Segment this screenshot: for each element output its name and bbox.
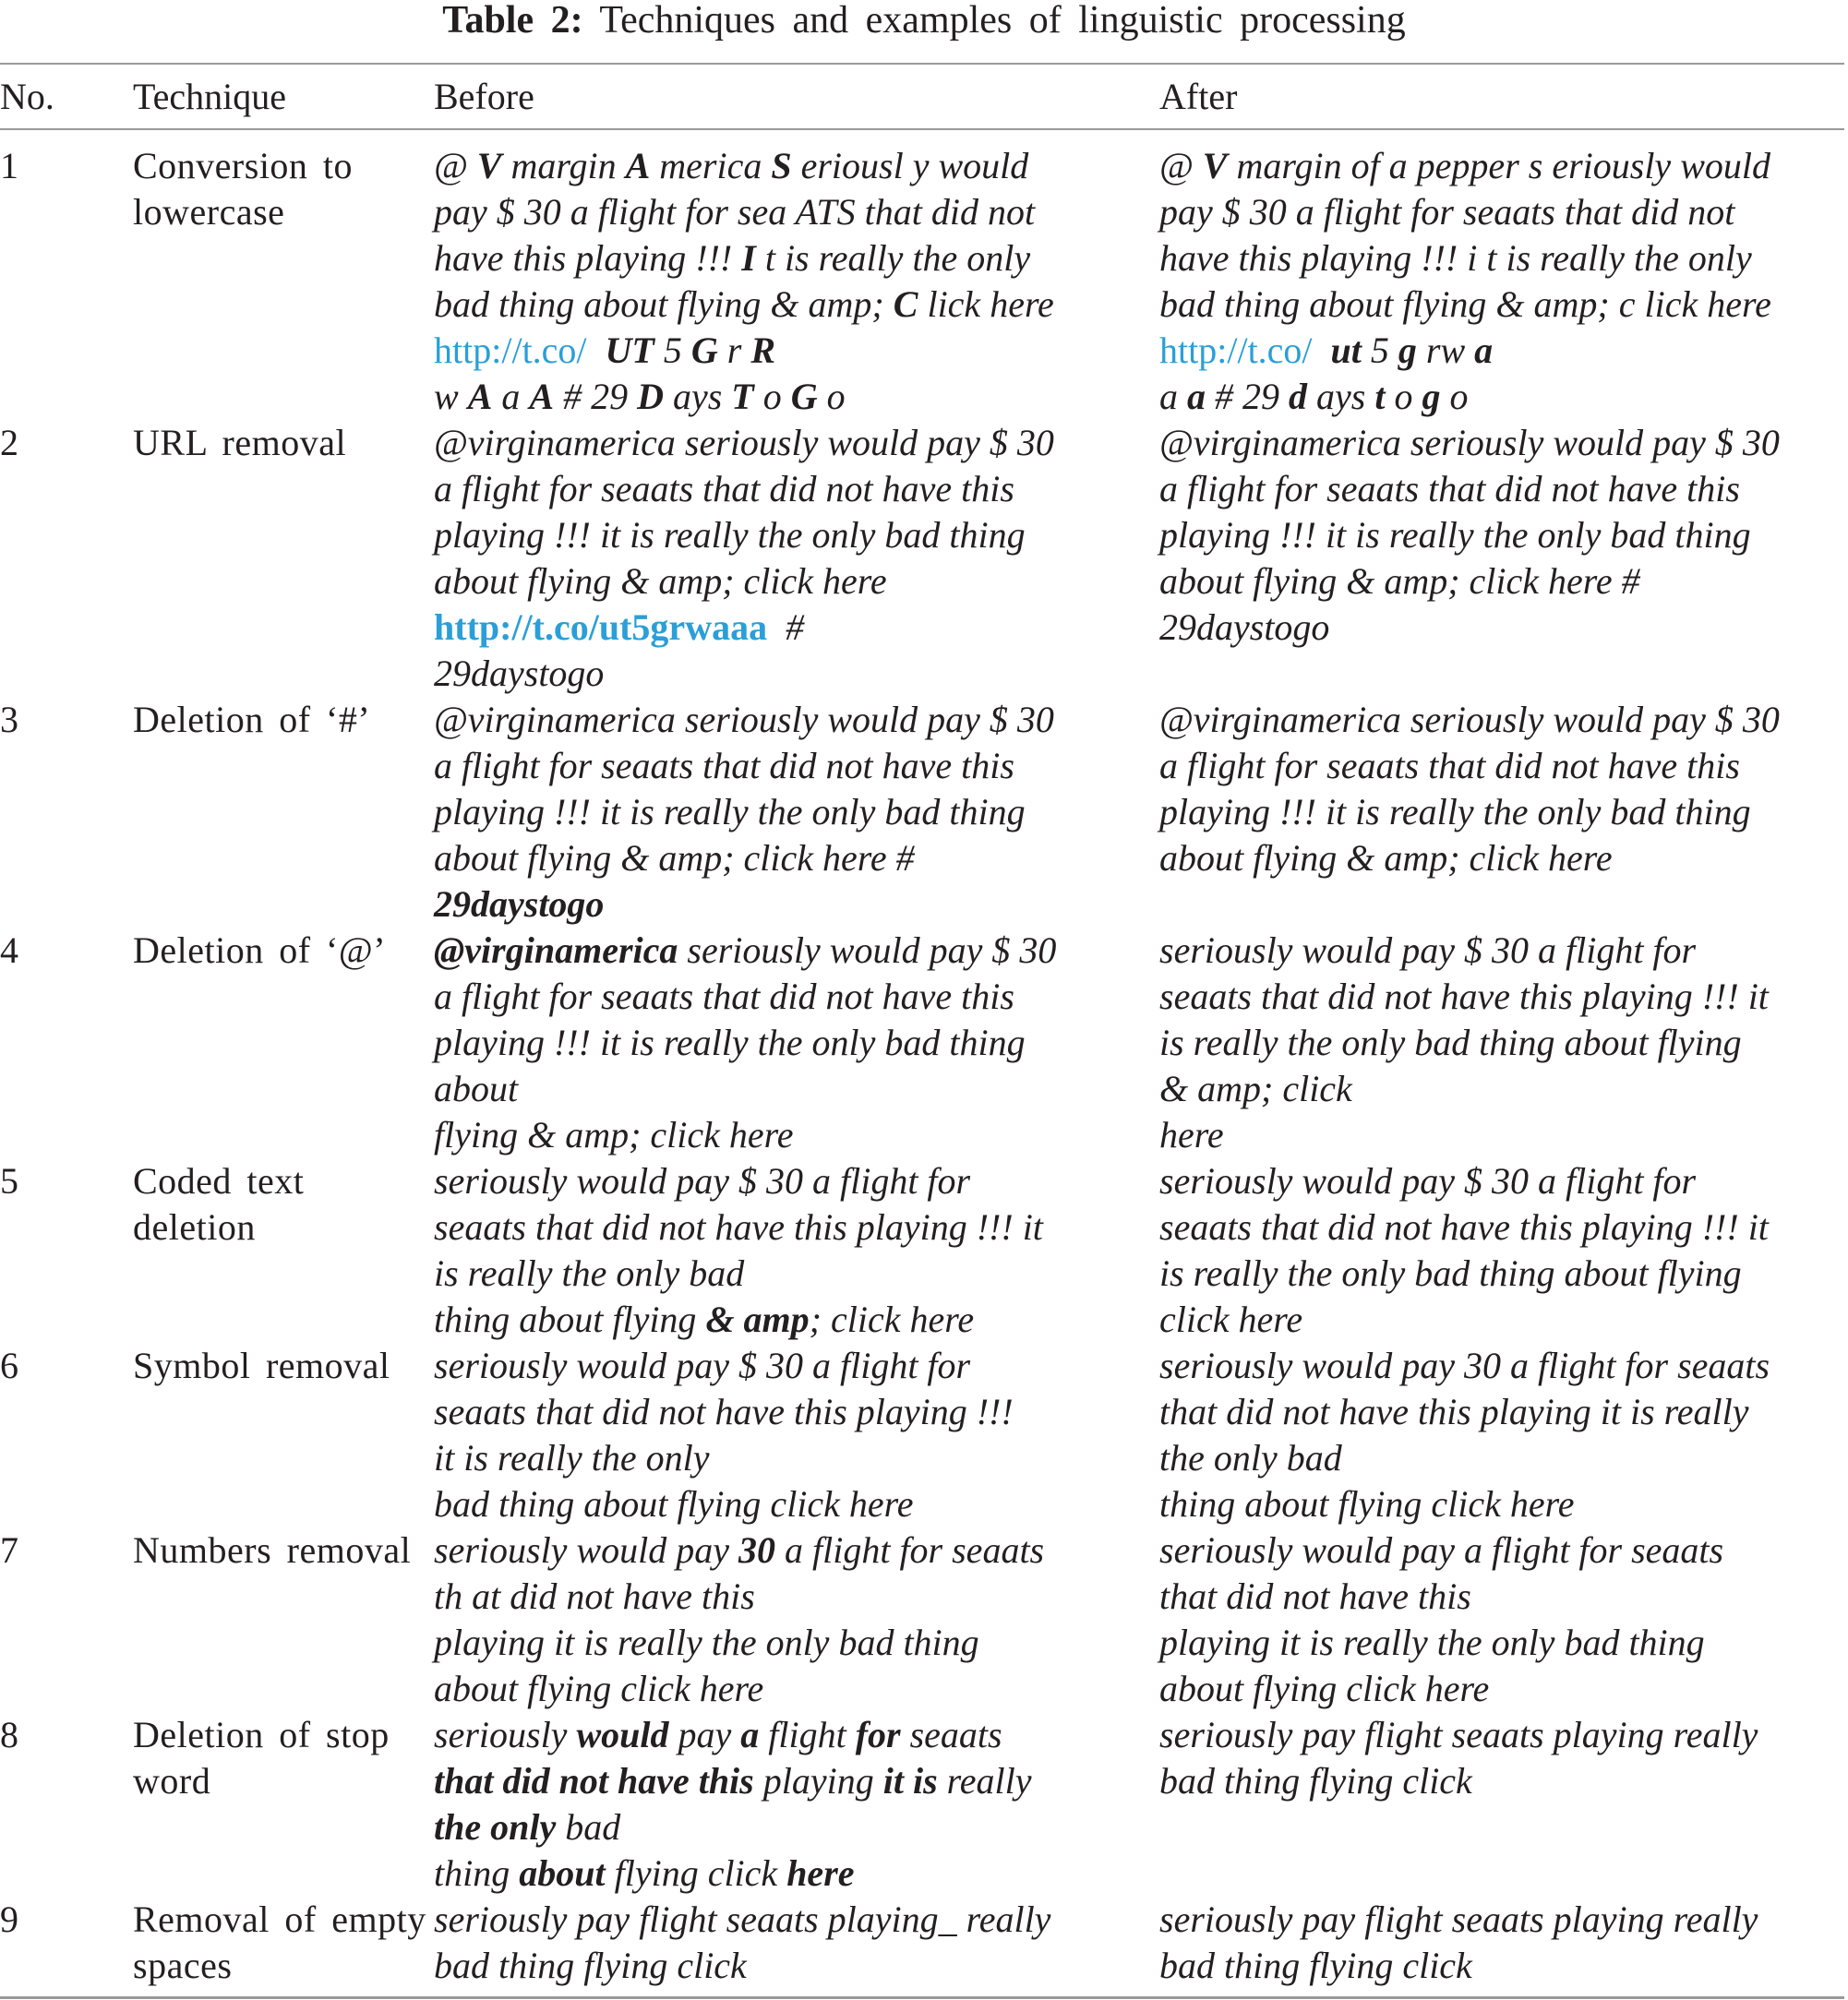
highlighted-text: a <box>1474 329 1494 371</box>
highlighted-text: a <box>740 1714 760 1755</box>
example-text: seriously would pay $ 30 a flight for <box>1159 1160 1697 1202</box>
highlighted-text: T <box>731 376 754 417</box>
example-text: 5 <box>654 329 691 371</box>
before-line <box>434 143 1154 189</box>
example-text: about flying & amp; click here # <box>434 837 915 879</box>
after-line <box>1159 558 1839 605</box>
example-text: o <box>1385 376 1422 417</box>
after-line <box>1159 743 1839 789</box>
example-text: margin <box>501 145 626 186</box>
example-text: playing !!! it is really the only bad thing <box>434 1022 1026 1063</box>
example-text: playing it is really the only bad thing <box>434 1622 979 1663</box>
row-technique: Removal of empty spaces <box>133 1898 426 1986</box>
table-row <box>0 420 1844 697</box>
after-line <box>1159 1343 1839 1389</box>
after-line <box>1159 928 1839 974</box>
example-text: @ <box>434 145 477 186</box>
after-line <box>1159 1158 1839 1204</box>
url-text: http://t.co/ut5grwaaa <box>434 606 768 648</box>
example-text: 29daystogo <box>1159 606 1330 648</box>
example-text: seaats that did not have this playing !!! it <box>1159 1206 1769 1248</box>
highlighted-text: A <box>529 376 555 417</box>
techniques-table <box>0 65 1844 1989</box>
before-line <box>434 1158 1154 1204</box>
before-line <box>434 1850 1154 1897</box>
highlighted-text: would <box>576 1714 669 1755</box>
example-text: @virginamerica seriously would pay $ 30 <box>1159 699 1780 740</box>
after-line <box>1159 420 1839 466</box>
after-line <box>1159 328 1839 374</box>
row-before <box>434 1158 1159 1343</box>
before-line <box>434 1389 1154 1435</box>
example-text: th at did not have this <box>434 1575 755 1617</box>
example-text: seriously would pay $ 30 a flight for <box>1159 929 1697 971</box>
table-row <box>0 1712 1844 1897</box>
after-line <box>1159 1066 1839 1112</box>
after-line <box>1159 466 1839 512</box>
example-text: a flight for seaats that did not have this <box>1159 745 1740 786</box>
before-line <box>434 189 1154 235</box>
before-line <box>434 1066 1154 1112</box>
row-before <box>434 128 1159 420</box>
highlighted-text: @virginamerica <box>434 929 678 971</box>
table-row <box>0 1527 1844 1712</box>
before-line <box>434 1666 1154 1712</box>
example-text: really <box>937 1760 1032 1802</box>
header-after: After <box>1159 75 1238 117</box>
example-text: bad <box>556 1806 621 1848</box>
table-row <box>0 1343 1844 1527</box>
after-line <box>1159 374 1839 420</box>
before-line <box>434 697 1154 743</box>
after-line <box>1159 1251 1839 1297</box>
row-before <box>434 1343 1159 1527</box>
row-technique: Numbers removal <box>133 1529 412 1571</box>
row-after <box>1159 1158 1844 1343</box>
before-line <box>434 1943 1154 1989</box>
example-text: seriously pay flight seaats playing_ really <box>434 1898 1051 1940</box>
highlighted-text: for <box>855 1714 901 1755</box>
example-text: about flying & amp; click here # <box>1159 560 1640 602</box>
highlighted-text: A <box>467 376 493 417</box>
example-text: playing !!! it is really the only bad thing <box>434 514 1026 556</box>
header-row <box>0 65 1844 128</box>
row-after <box>1159 928 1844 1158</box>
highlighted-text: 29daystogo <box>434 883 605 925</box>
highlighted-text: C <box>893 283 918 325</box>
example-text: thing about flying click here <box>1159 1483 1575 1525</box>
table-row <box>0 697 1844 928</box>
table-row <box>0 1897 1844 1989</box>
example-text: pay <box>668 1714 741 1755</box>
example-text: # 29 <box>1206 376 1289 417</box>
url-text: http://t.co/ <box>434 329 587 371</box>
table-row <box>0 928 1844 1158</box>
after-line <box>1159 1112 1839 1158</box>
row-after <box>1159 1527 1844 1712</box>
row-number: 2 <box>0 422 18 463</box>
highlighted-text: g <box>1398 329 1417 371</box>
after-line <box>1159 605 1839 651</box>
highlighted-text: & amp <box>705 1299 810 1340</box>
example-text: about flying & amp; click here <box>1159 837 1613 879</box>
row-after <box>1159 1897 1844 1989</box>
example-text: seriously pay flight seaats playing really <box>1159 1898 1758 1940</box>
after-line <box>1159 1897 1839 1943</box>
example-text: o <box>1440 376 1469 417</box>
header-technique: Technique <box>133 75 287 117</box>
example-text: pay $ 30 a flight for sea ATS that did not <box>434 191 1036 233</box>
before-line <box>434 512 1154 558</box>
before-line <box>434 1712 1154 1758</box>
example-text: r <box>717 329 751 371</box>
row-number: 8 <box>0 1714 18 1755</box>
example-text: is really the only bad thing about flying <box>1159 1022 1742 1063</box>
row-number: 4 <box>0 929 18 971</box>
highlighted-text: g <box>1422 376 1441 417</box>
before-line <box>434 743 1154 789</box>
example-text: # <box>767 606 805 648</box>
after-line <box>1159 1527 1839 1574</box>
before-line <box>434 1297 1154 1343</box>
before-line <box>434 835 1154 881</box>
example-text: that did not have this <box>1159 1575 1471 1617</box>
example-text: t is really the only <box>755 237 1031 279</box>
highlighted-text: A <box>625 145 651 186</box>
example-text: seriously would pay $ 30 a flight for <box>434 1160 971 1202</box>
example-text: bad thing flying click <box>1159 1945 1472 1986</box>
before-line <box>434 466 1154 512</box>
example-text: thing <box>434 1852 520 1894</box>
after-line <box>1159 835 1839 881</box>
row-before <box>434 1712 1159 1897</box>
after-line <box>1159 1020 1839 1066</box>
before-line <box>434 1112 1154 1158</box>
after-line <box>1159 1620 1839 1666</box>
example-text: merica <box>650 145 772 186</box>
table-row <box>0 128 1844 420</box>
example-text: it is really the only <box>434 1437 710 1479</box>
example-text <box>1313 329 1331 371</box>
table-caption-text: Techniques and examples of linguistic processing <box>599 0 1406 42</box>
example-text: o <box>817 376 846 417</box>
row-technique: URL removal <box>133 422 347 463</box>
row-before <box>434 420 1159 697</box>
highlighted-text: here <box>786 1852 855 1894</box>
example-text: flying click <box>605 1852 787 1894</box>
table-body <box>0 128 1844 1989</box>
example-text: @virginamerica seriously would pay $ 30 <box>434 422 1054 463</box>
example-text: flight <box>759 1714 856 1755</box>
example-text: # 29 <box>554 376 638 417</box>
example-text: bad thing about flying click here <box>434 1483 914 1525</box>
example-text: seriously <box>434 1714 577 1755</box>
example-text: playing <box>753 1760 883 1802</box>
example-text: have this playing !!! i t is really the only <box>1159 237 1752 279</box>
example-text: @virginamerica seriously would pay $ 30 <box>434 699 1054 740</box>
row-before <box>434 697 1159 928</box>
example-text: a flight for seaats that did not have this <box>1159 468 1740 509</box>
after-line <box>1159 1481 1839 1527</box>
row-after <box>1159 420 1844 697</box>
row-after <box>1159 128 1844 420</box>
example-text: thing about flying <box>434 1299 706 1340</box>
bottom-rule <box>0 1996 1844 1999</box>
example-text: eriousl y would <box>791 145 1029 186</box>
example-text: click here <box>1159 1299 1303 1340</box>
example-text: rw <box>1416 329 1475 371</box>
example-text: a flight for seaats that did not have this <box>434 976 1014 1017</box>
example-text: seaats <box>900 1714 1002 1755</box>
after-line <box>1159 512 1839 558</box>
row-number: 6 <box>0 1345 18 1386</box>
highlighted-text: V <box>1202 145 1228 186</box>
row-after <box>1159 697 1844 928</box>
example-text: about flying click here <box>434 1668 764 1709</box>
after-line <box>1159 974 1839 1020</box>
after-line <box>1159 1204 1839 1251</box>
highlighted-text: it is <box>882 1760 938 1802</box>
table-caption <box>0 0 1848 41</box>
example-text: w <box>434 376 468 417</box>
url-text: http://t.co/ <box>1159 329 1313 371</box>
example-text: ays <box>1307 376 1375 417</box>
example-text: bad thing flying click <box>1159 1760 1472 1802</box>
example-text: o <box>753 376 791 417</box>
example-text: seaats that did not have this playing !!! it <box>434 1206 1043 1248</box>
example-text: is really the only bad thing about flying <box>1159 1252 1742 1294</box>
example-text: about flying click here <box>1159 1668 1490 1709</box>
after-line <box>1159 1435 1839 1481</box>
before-line <box>434 1527 1154 1574</box>
before-line <box>434 1620 1154 1666</box>
before-line <box>434 281 1154 328</box>
before-line <box>434 1020 1154 1066</box>
before-line <box>434 1574 1154 1620</box>
row-number: 7 <box>0 1529 18 1571</box>
row-technique: Symbol removal <box>133 1345 390 1386</box>
before-line <box>434 1343 1154 1389</box>
example-text: a <box>492 376 530 417</box>
before-line <box>434 881 1154 928</box>
highlighted-text: a <box>1187 376 1206 417</box>
row-technique: Deletion of stop word <box>133 1714 390 1802</box>
example-text: bad thing about flying & amp; c lick here <box>1159 283 1771 325</box>
highlighted-text: D <box>637 376 664 417</box>
row-number: 5 <box>0 1160 18 1202</box>
example-text: 5 <box>1361 329 1398 371</box>
row-before <box>434 928 1159 1158</box>
example-text: margin of a pepper s eriously would <box>1227 145 1770 186</box>
before-line <box>434 235 1154 281</box>
example-text: seriously would pay <box>434 1529 738 1571</box>
example-text: @virginamerica seriously would pay $ 30 <box>1159 422 1780 463</box>
example-text: ; click here <box>809 1299 975 1340</box>
highlighted-text: the only <box>434 1806 557 1848</box>
before-line <box>434 1251 1154 1297</box>
after-line <box>1159 1666 1839 1712</box>
example-text: playing !!! it is really the only bad thing <box>434 791 1026 832</box>
before-line <box>434 1758 1154 1804</box>
highlighted-text: V <box>476 145 502 186</box>
after-line <box>1159 281 1839 328</box>
before-line <box>434 651 1154 697</box>
example-text: @ <box>1159 145 1203 186</box>
highlighted-text: G <box>790 376 818 417</box>
header-no: No. <box>0 75 54 117</box>
example-text: seriously would pay 30 a flight for seaats <box>1159 1345 1770 1386</box>
example-text: seaats that did not have this playing !!! <box>434 1391 1014 1432</box>
example-text: bad thing flying click <box>434 1945 747 1986</box>
before-line <box>434 928 1154 974</box>
example-text: a <box>1159 376 1187 417</box>
highlighted-text: I <box>741 237 756 279</box>
example-text: about flying & amp; click here <box>434 560 887 602</box>
table-row <box>0 1158 1844 1343</box>
example-text: here <box>1159 1114 1224 1156</box>
highlighted-text: d <box>1289 376 1307 417</box>
example-text: seriously pay flight seaats playing really <box>1159 1714 1758 1755</box>
example-text: playing !!! it is really the only bad thing <box>1159 514 1751 556</box>
example-text: a flight for seaats <box>774 1529 1045 1571</box>
example-text: seaats that did not have this playing !!! it <box>1159 976 1769 1017</box>
after-line <box>1159 1574 1839 1620</box>
row-technique: Deletion of ‘@’ <box>133 929 387 971</box>
before-line <box>434 420 1154 466</box>
example-text: seriously would pay a flight for seaats <box>1159 1529 1724 1571</box>
header-before: Before <box>434 75 534 117</box>
before-line <box>434 1481 1154 1527</box>
highlighted-text: t <box>1374 376 1386 417</box>
after-line <box>1159 789 1839 835</box>
before-line <box>434 1897 1154 1943</box>
example-text: flying & amp; click here <box>434 1114 794 1156</box>
before-line <box>434 1435 1154 1481</box>
highlighted-text: G <box>690 329 718 371</box>
before-line <box>434 789 1154 835</box>
example-text: bad thing about flying & amp; <box>434 283 894 325</box>
example-text: seriously would pay $ 30 a flight for <box>434 1345 971 1386</box>
after-line <box>1159 1943 1839 1989</box>
table-caption-label: Table 2: <box>442 0 583 42</box>
before-line <box>434 558 1154 605</box>
example-text: 29daystogo <box>434 653 605 694</box>
example-text <box>587 329 606 371</box>
before-line <box>434 605 1154 651</box>
highlighted-text: about <box>519 1852 606 1894</box>
after-line <box>1159 697 1839 743</box>
example-text: playing it is really the only bad thing <box>1159 1622 1705 1663</box>
highlighted-text: S <box>771 145 792 186</box>
example-text: playing !!! it is really the only bad thing <box>1159 791 1751 832</box>
example-text: pay $ 30 a flight for seaats that did not <box>1159 191 1735 233</box>
example-text: is really the only bad <box>434 1252 745 1294</box>
row-before <box>434 1897 1159 1989</box>
after-line <box>1159 235 1839 281</box>
after-line <box>1159 1389 1839 1435</box>
row-before <box>434 1527 1159 1712</box>
example-text: the only bad <box>1159 1437 1342 1479</box>
example-text: a flight for seaats that did not have this <box>434 468 1014 509</box>
highlighted-text: 30 <box>738 1529 775 1571</box>
highlighted-text: that did not have this <box>434 1760 754 1802</box>
row-after <box>1159 1343 1844 1527</box>
example-text: have this playing !!! <box>434 237 742 279</box>
row-number: 1 <box>0 145 18 186</box>
after-line <box>1159 1758 1839 1804</box>
after-line <box>1159 1297 1839 1343</box>
before-line <box>434 1204 1154 1251</box>
row-number: 9 <box>0 1898 18 1940</box>
after-line <box>1159 189 1839 235</box>
example-text: about <box>434 1068 519 1109</box>
before-line <box>434 374 1154 420</box>
highlighted-text: ut <box>1330 329 1362 371</box>
row-number: 3 <box>0 699 18 740</box>
example-text: seriously would pay $ 30 <box>678 929 1057 971</box>
example-text: lick here <box>918 283 1054 325</box>
highlighted-text: UT <box>605 329 654 371</box>
before-line <box>434 1804 1154 1850</box>
row-technique: Conversion to lowercase <box>133 145 354 233</box>
example-text: that did not have this playing it is really <box>1159 1391 1749 1432</box>
before-line <box>434 974 1154 1020</box>
example-text: a flight for seaats that did not have this <box>434 745 1014 786</box>
after-line <box>1159 1712 1839 1758</box>
row-technique: Deletion of ‘#’ <box>133 699 371 740</box>
row-after <box>1159 1712 1844 1897</box>
before-line <box>434 328 1154 374</box>
example-text: & amp; click <box>1159 1068 1352 1109</box>
highlighted-text: R <box>750 329 776 371</box>
example-text: ays <box>663 376 732 417</box>
row-technique: Coded text deletion <box>133 1160 305 1248</box>
after-line <box>1159 143 1839 189</box>
